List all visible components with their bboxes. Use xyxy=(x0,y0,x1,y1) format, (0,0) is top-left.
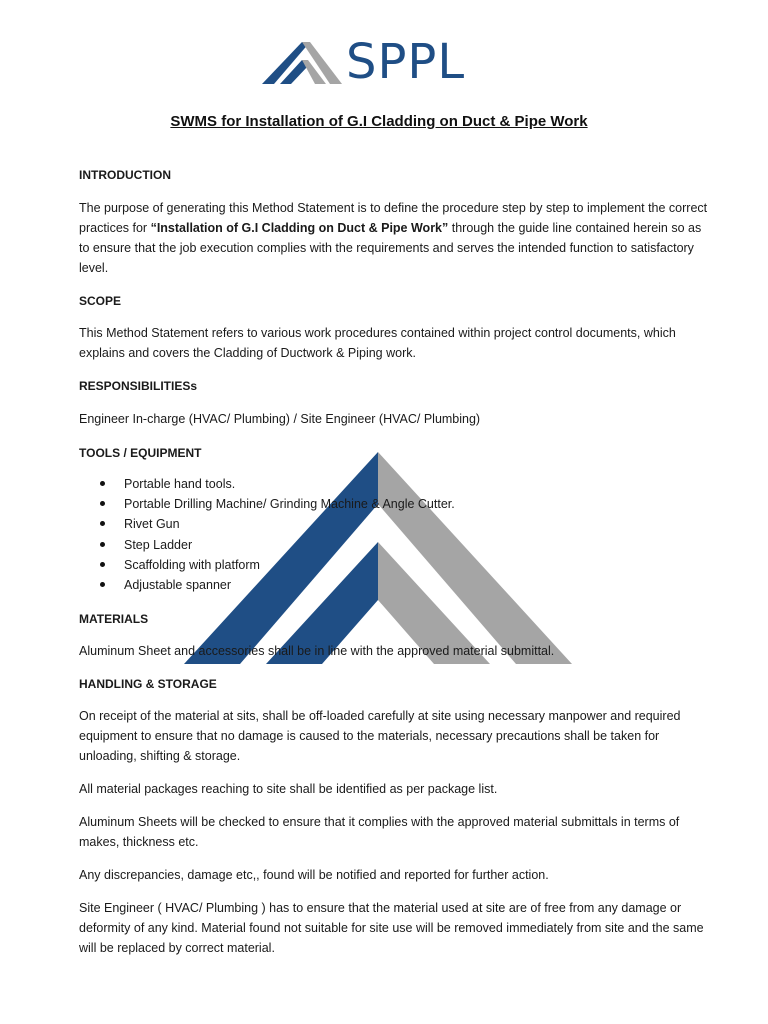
introduction-paragraph xyxy=(79,198,711,278)
bullet-icon xyxy=(100,501,105,506)
tools-heading: TOOLS / EQUIPMENT xyxy=(79,446,202,460)
introduction-bold-text: “Installation of G.I Cladding on Duct & Pipe Work” xyxy=(150,221,449,235)
list-item-text: Portable hand tools. xyxy=(124,477,236,491)
handling-paragraph-4: Any discrepancies, damage etc,, found will be notified and reported for further action. xyxy=(79,868,549,882)
scope-paragraph: This Method Statement refers to various work procedures contained within project control documents, which explains and covers the Cladding of Ductwork & Piping work. xyxy=(79,326,676,360)
handling-paragraph-5: Site Engineer ( HVAC/ Plumbing ) has to ensure that the material used at site are of free from any damage or deformity of any kind. Material found not suitable for site use will be removed immediately from site and the same will be replaced by correct material. xyxy=(79,901,704,955)
list-item xyxy=(79,575,455,595)
company-logo xyxy=(262,34,502,90)
list-item xyxy=(79,474,455,494)
materials-paragraph: Aluminum Sheet and accessories shall be in line with the approved material submittal. xyxy=(79,644,555,658)
responsibilities-heading: RESPONSIBILITIESs xyxy=(79,379,198,393)
bullet-icon xyxy=(100,521,105,526)
list-item xyxy=(79,514,455,534)
list-item xyxy=(79,555,455,575)
responsibilities-paragraph: Engineer In-charge (HVAC/ Plumbing) / Site Engineer (HVAC/ Plumbing) xyxy=(79,412,481,426)
handling-paragraph-3: Aluminum Sheets will be checked to ensure that it complies with the approved material submittals in terms of makes, thickness etc. xyxy=(79,815,680,849)
logo-chevron-icon xyxy=(262,40,342,84)
logo-wordmark: SPPL xyxy=(346,34,466,90)
handling-paragraph-2: All material packages reaching to site shall be identified as per package list. xyxy=(79,782,498,796)
scope-heading: SCOPE xyxy=(79,294,122,308)
list-item-text: Adjustable spanner xyxy=(124,577,232,592)
tools-list xyxy=(79,474,455,595)
materials-heading: MATERIALS xyxy=(79,612,149,626)
list-item-text: Scaffolding with platform xyxy=(124,557,260,572)
document-title: SWMS for Installation of G.I Cladding on Duct & Pipe Work xyxy=(170,113,588,130)
handling-paragraph-1: On receipt of the material at sits, shall be off-loaded carefully at site using necessary manpower and required equipment to ensure that no damage is caused to the materials, necessary precautions shall be taken for unloading, shifting & storage. xyxy=(79,709,681,763)
list-item-text: Step Ladder xyxy=(124,537,193,552)
list-item xyxy=(79,535,455,555)
list-item xyxy=(79,494,455,514)
handling-heading: HANDLING & STORAGE xyxy=(79,677,217,691)
bullet-icon xyxy=(100,481,105,486)
bullet-icon xyxy=(100,582,105,587)
list-item-text: Portable Drilling Machine/ Grinding Machine & Angle Cutter. xyxy=(124,497,455,512)
bullet-icon xyxy=(100,562,105,567)
introduction-heading: INTRODUCTION xyxy=(79,168,171,182)
list-item-text: Rivet Gun xyxy=(124,517,180,532)
introduction-text-before: The purpose of generating this Method Statement is to define the procedure step by step to implement the correct practices for xyxy=(79,201,708,235)
introduction-text-after: through the guide line contained herein so as to ensure that the job execution complies with the requirements and serves the intended function to satisfactory level. xyxy=(79,221,702,275)
bullet-icon xyxy=(100,542,105,547)
